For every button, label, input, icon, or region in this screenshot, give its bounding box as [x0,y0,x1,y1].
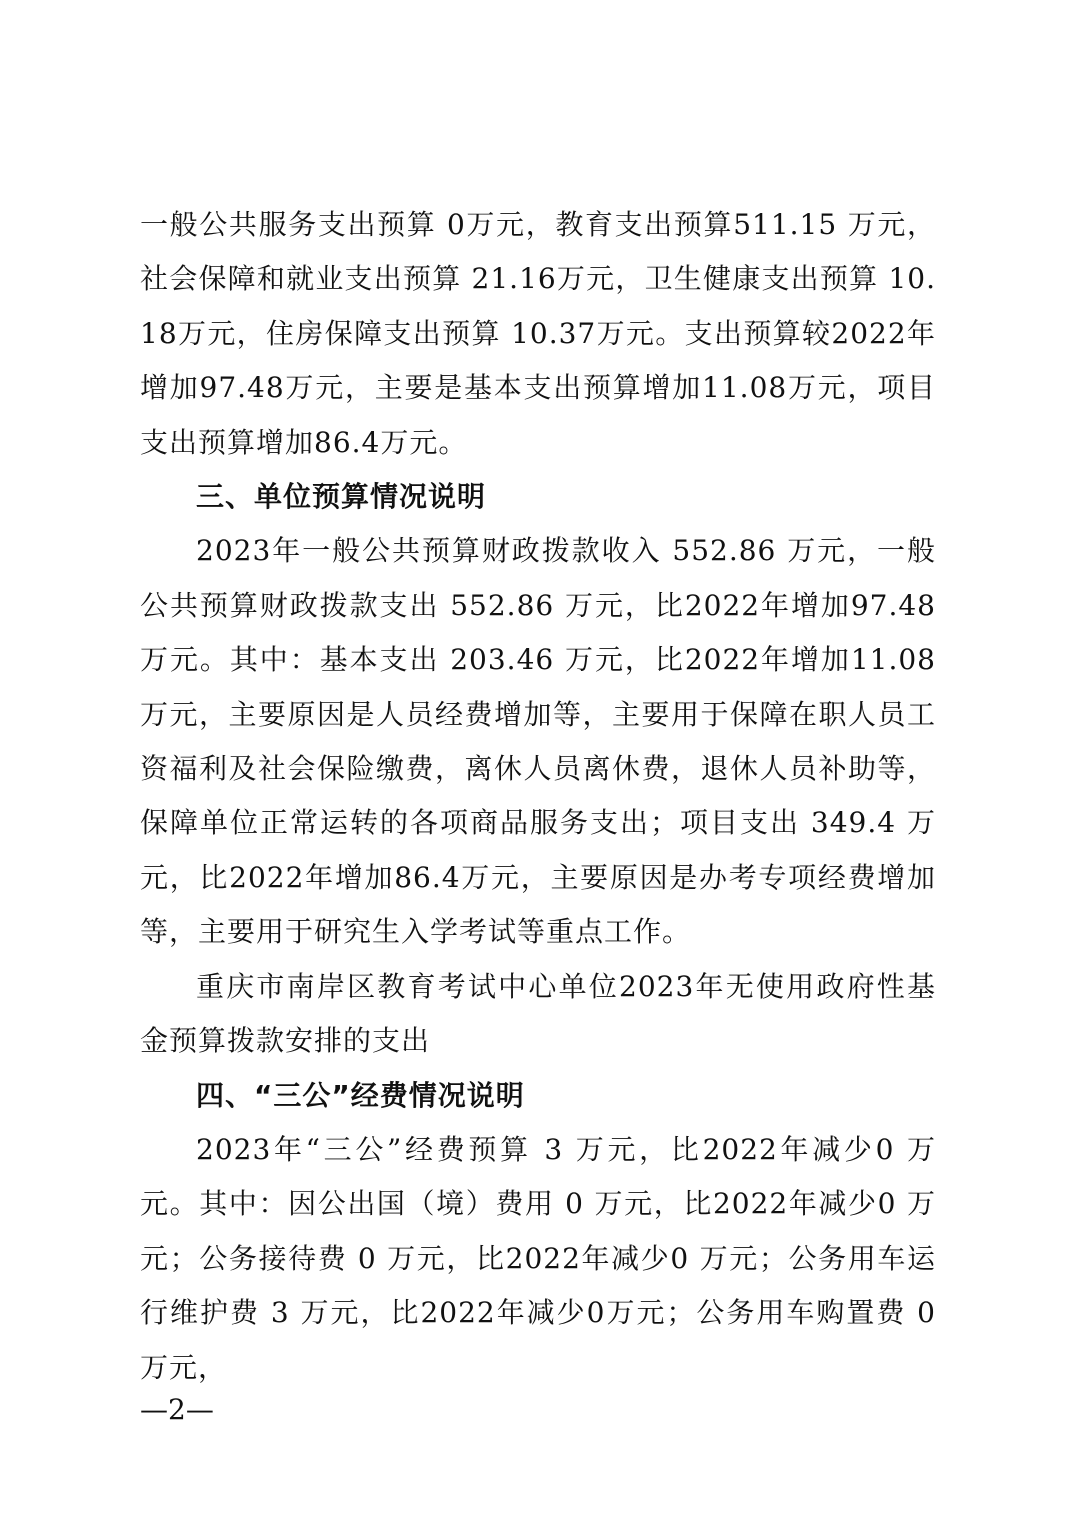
page-number: —2— [140,1393,214,1426]
document-body [140,198,936,1395]
section-heading-three-public: 四、“三公”经费情况说明 [196,1078,525,1112]
paragraph-government-fund: 重庆市南岸区教育考试中心单位2023年无使用政府性基金预算拨款安排的支出 [140,969,936,1058]
paragraph-unit-budget: 2023年一般公共预算财政拨款收入 552.86 万元，一般公共预算财政拨款支出 552.86 万元，比2022年增加97.48万元。其中：基本支出 203.46 万元，比2022年增加11.08万元，主要原因是人员经费增加等，主要用于保障在职人员工资福利及社会保险缴费，离休人员离休费，退休人员补助等，保障单位正常运转的各项商品服务支出；项目支出 349.4 万元，比2022年增加86.4万元，主要原因是办考专项经费增加等，主要用于研究生入学考试等重点工作。 [140,534,936,949]
paragraph-three-public-expenses: 2023年“三公”经费预算 3 万元，比2022年减少0 万元。其中：因公出国（境）费用 0 万元，比2022年减少0 万元；公务接待费 0 万元，比2022年减少0 万元；公务用车运行维护费 3 万元，比2022年减少0万元；公务用车购置费 0 万元， [140,1132,936,1384]
paragraph-expenditure-budget: 一般公共服务支出预算 0万元，教育支出预算511.15 万元，社会保障和就业支出预算 21.16万元，卫生健康支出预算 10.18万元，住房保障支出预算 10.37万元。支出预算较2022年增加97.48万元，主要是基本支出预算增加11.08万元，项目支出预算增加86.4万元。 [140,208,936,459]
section-heading-unit-budget: 三、单位预算情况说明 [196,480,487,514]
